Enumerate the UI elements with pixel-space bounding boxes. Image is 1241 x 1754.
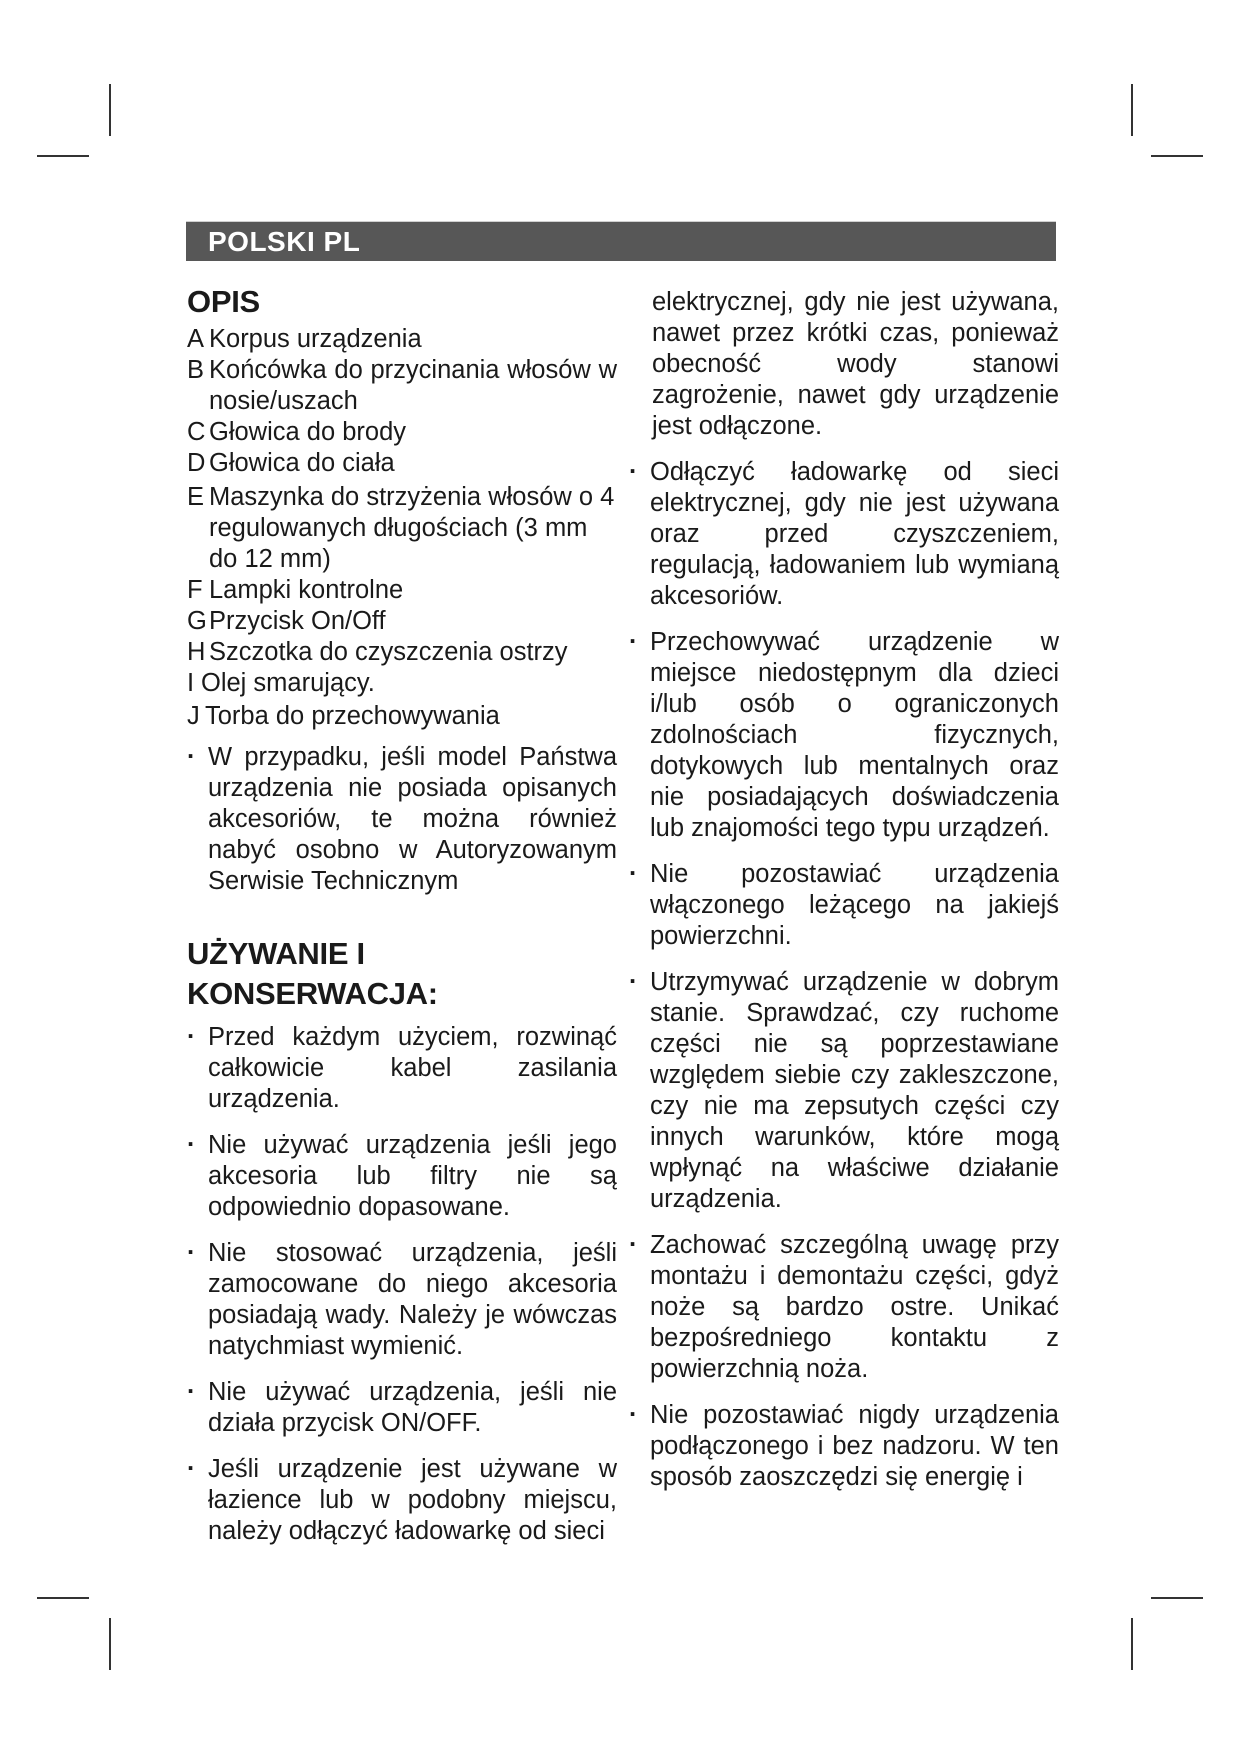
list-item — [187, 575, 617, 606]
usage-bullet: · Nie pozostawiać urządzenia włączonego leżącego na jakiejś powierzchni. — [629, 859, 1059, 952]
crop-mark-bottom-right-horizontal — [1151, 1597, 1203, 1599]
usage-bullet: · Przechowywać urządzenie w miejsce niedostępnym dla dzieci i/lub osób o ograniczonych zdolnościach fizycznych, dotykowych lub mentalnych oraz nie posiadających doświadczenia lub znajomości tego typu urządzeń. — [629, 627, 1059, 844]
part-letter: G — [187, 607, 207, 635]
usage-bullet: · Nie używać urządzenia jeśli jego akcesoria lub filtry nie są odpowiednio dopasowane. — [187, 1130, 617, 1223]
list-item — [187, 606, 617, 637]
crop-mark-top-right-horizontal — [1151, 155, 1203, 157]
language-header-bar — [186, 221, 1056, 261]
part-letter: E — [187, 483, 205, 511]
list-item — [187, 637, 617, 668]
crop-mark-bottom-left-horizontal — [37, 1597, 89, 1599]
part-description: Przycisk On/Off — [209, 607, 386, 635]
part-description: Maszynka do strzyżenia włosów o 4 regulowanych długościach (3 mm do 12 mm) — [209, 483, 615, 573]
part-description: Końcówka do przycinania włosów w nosie/uszach — [209, 356, 617, 415]
part-letter: J — [187, 702, 200, 730]
part-letter: B — [187, 356, 205, 384]
usage-heading: UŻYWANIE I KONSERWACJA: — [187, 936, 438, 1011]
usage-bullet: · Jeśli urządzenie jest używane w łazience lub w podobny miejscu, należy odłączyć ładowarkę od sieci — [187, 1454, 617, 1547]
list-item — [187, 482, 617, 575]
part-description: Korpus urządzenia — [209, 325, 422, 353]
list-item — [187, 448, 617, 479]
list-item — [187, 355, 617, 417]
opis-heading: OPIS — [187, 284, 260, 319]
part-letter: A — [187, 325, 205, 353]
right-column — [629, 287, 1059, 1508]
usage-bullet: · Nie używać urządzenia, jeśli nie działa przycisk ON/OFF. — [187, 1377, 617, 1439]
parts-list — [187, 324, 617, 732]
part-letter: F — [187, 576, 203, 604]
usage-bullet: · Zachować szczególną uwagę przy montażu i demontażu części, gdyż noże są bardzo ostre. Unikać bezpośredniego kontaktu z powierzchnią noża. — [629, 1230, 1059, 1385]
part-description: Głowica do brody — [209, 418, 407, 446]
part-letter: H — [187, 638, 206, 666]
usage-bullet: · Utrzymywać urządzenie w dobrym stanie. Sprawdzać, czy ruchome części nie są poprzestawiane względem siebie czy zakleszczone, czy nie ma zepsutych części czy innych warunków, które mogą wpłynąć na właściwe działanie urządzenia. — [629, 967, 1059, 1215]
language-header-title: POLSKI PL — [208, 226, 361, 257]
part-description: Torba do przechowywania — [205, 702, 500, 730]
list-item — [187, 324, 617, 355]
crop-mark-bottom-left-vertical — [109, 1618, 111, 1670]
list-item — [187, 417, 617, 448]
part-letter: D — [187, 449, 206, 477]
part-description: Głowica do ciała — [209, 449, 395, 477]
list-item — [187, 668, 617, 699]
part-description: Olej smarujący. — [201, 669, 375, 697]
part-description: Lampki kontrolne — [209, 576, 404, 604]
part-description: Szczotka do czyszczenia ostrzy — [209, 638, 568, 666]
part-letter: C — [187, 418, 206, 446]
crop-mark-top-left-horizontal — [37, 155, 89, 157]
list-item — [187, 701, 617, 732]
usage-bullet: · Odłączyć ładowarkę od sieci elektrycznej, gdy nie jest używana oraz przed czyszczeniem, regulacją, ładowaniem lub wymianą akcesoriów. — [629, 457, 1059, 612]
usage-bullet: · Przed każdym użyciem, rozwinąć całkowicie kabel zasilania urządzenia. — [187, 1022, 617, 1115]
crop-mark-top-right-vertical — [1131, 84, 1133, 136]
usage-bullet: · Nie pozostawiać nigdy urządzenia podłączonego i bez nadzoru. W ten sposób zaoszczędzi się energię i — [629, 1400, 1059, 1493]
crop-mark-top-left-vertical — [109, 84, 111, 136]
usage-continuation: elektrycznej, gdy nie jest używana, nawet przez krótki czas, ponieważ obecność wody stanowi zagrożenie, nawet gdy urządzenie jest odłączone. — [652, 288, 1059, 440]
crop-mark-bottom-right-vertical — [1131, 1618, 1133, 1670]
left-column — [187, 282, 617, 1562]
accessories-note: · W przypadku, jeśli model Państwa urządzenia nie posiada opisanych akcesoriów, te można również nabyć osobno w Autoryzowanym Serwisie Technicznym — [187, 742, 617, 897]
part-letter: I — [187, 669, 195, 697]
usage-bullet: · Nie stosować urządzenia, jeśli zamocowane do niego akcesoria posiadają wady. Należy je wówczas natychmiast wymienić. — [187, 1238, 617, 1362]
